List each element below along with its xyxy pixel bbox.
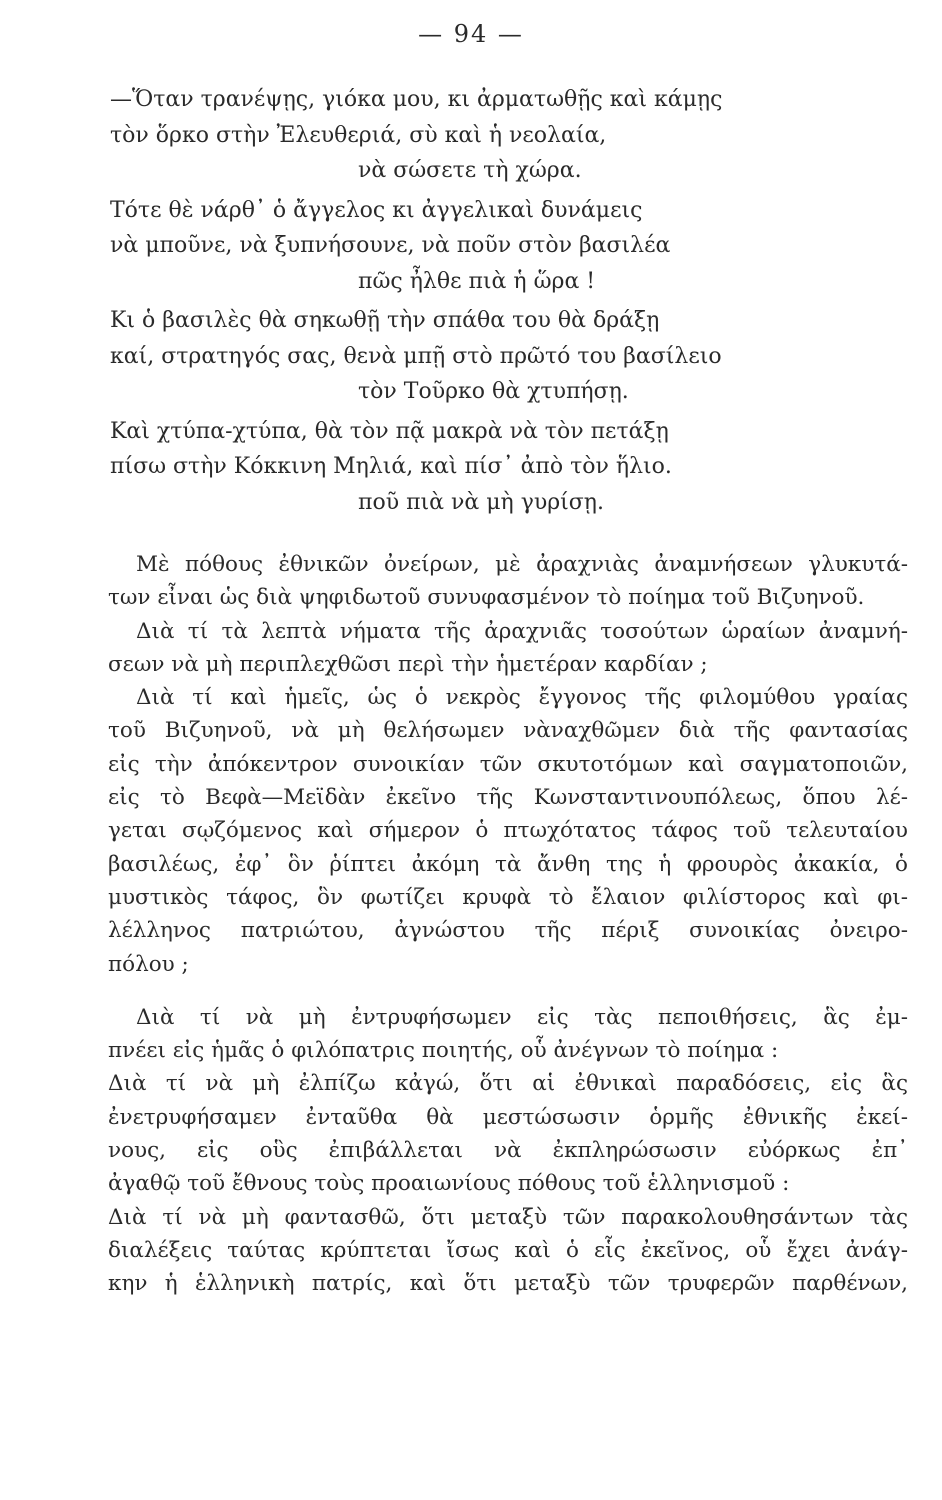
poem-line: νὰ σώσετε τὴ χώρα. [358,158,582,183]
prose-line: πνέει εἰς ἡμᾶς ὁ φιλόπατρις ποιητής, οὗ ἀνέγνων τὸ ποίημα : [108,1038,779,1064]
prose-line: νους, εἰς οὓς ἐπιβάλλεται νὰ ἐκπληρώσωσιν εὐόρκως ἐπ᾽ [108,1138,908,1164]
poem-line: καί, στρατηγός σας, θενὰ μπῇ στὸ πρῶτό του βασίλειο [110,343,722,369]
prose-line: Διὰ τί νὰ μὴ φαντασθῶ, ὅτι μεταξὺ τῶν παρακολουθησάντων τὰς [108,1204,908,1230]
poem-line: πίσω στὴν Κόκκινη Μηλιά, καὶ πίσ᾽ ἀπὸ τὸν ἥλιο. [110,454,672,479]
poem-line: τὸν Τοῦρκο θὰ χτυπήσῃ. [358,379,629,404]
prose-line: τοῦ Βιζυηνοῦ, νὰ μὴ θελήσωμεν νὰναχθῶμεν διὰ τῆς φαντασίας [108,718,908,744]
prose-line: σεων νὰ μὴ περιπλεχθῶσι περὶ τὴν ἡμετέραν καρδίαν ; [108,651,708,677]
poem-line: τὸν ὅρκο στὴν Ἐλευθεριά, σὺ καὶ ἡ νεολαία, [110,122,607,148]
prose-line: κην ἡ ἑλληνικὴ πατρίς, καὶ ὅτι μεταξὺ τῶν τρυφερῶν παρθένων, [108,1271,908,1297]
prose-line: εἰς τὴν ἀπόκεντρον συνοικίαν τῶν σκυτοτόμων καὶ σαγματοποιῶν, [108,751,908,777]
poem-line: —Ὅταν τρανέψῃς, γιόκα μου, κι ἀρματωθῇς καὶ κάμῃς [110,87,723,112]
prose-line: γεται σῳζόμενος καὶ σήμερον ὁ πτωχότατος τάφος τοῦ τελευταίου [108,818,908,844]
prose-line: Μὲ πόθους ἐθνικῶν ὀνείρων, μὲ ἀραχνιὰς ἀναμνήσεων γλυκυτά- [136,552,908,577]
prose-line: Διὰ τί νὰ μὴ ἐλπίζω κἀγώ, ὅτι αἱ ἐθνικαὶ παραδόσεις, εἰς ἃς [108,1071,908,1097]
poem-line: Καὶ χτύπα-χτύπα, θὰ τὸν πᾷ μακρὰ νὰ τὸν πετάξῃ [110,418,669,444]
prose-line: ἐνετρυφήσαμεν ἐνταῦθα θὰ μεστώσωσιν ὁρμῆς ἐθνικῆς ἐκεί- [108,1104,908,1130]
poem-line: Κι ὁ βασιλὲς θὰ σηκωθῇ τὴν σπάθα του θὰ δράξῃ [110,308,660,333]
page-number: — 94 — [418,20,524,48]
poem-line: νὰ μποῦνε, νὰ ξυπνήσουνε, νὰ ποῦν στὸν βασιλέα [110,233,671,258]
prose-line: μυστικὸς τάφος, ὃν φωτίζει κρυφὰ τὸ ἔλαιον φιλίστορος καὶ φι- [108,884,908,910]
prose-line: Διὰ τί νὰ μὴ ἐντρυφήσωμεν εἰς τὰς πεποιθήσεις, ἃς ἐμ- [136,1004,908,1030]
prose-line: εἰς τὸ Βεφὰ—Μεϊδὰν ἐκεῖνο τῆς Κωνσταντινουπόλεως, ὅπου λέ- [108,785,908,811]
prose-line: πόλου ; [108,951,189,977]
prose-line: Διὰ τί τὰ λεπτὰ νήματα τῆς ἀραχνιᾶς τοσούτων ὡραίων ἀναμνή- [136,618,908,644]
poem-line: ποῦ πιὰ νὰ μὴ γυρίσῃ. [358,489,604,515]
poem-line: Τότε θὲ νάρθ᾽ ὁ ἄγγελος κι ἀγγελικαὶ δυνάμεις [110,197,643,223]
poem-line: πῶς ἦλθε πιὰ ἡ ὥρα ! [358,268,596,294]
prose-line: ἀγαθῷ τοῦ ἔθνους τοὺς προαιωνίους πόθους τοῦ ἑλληνισμοῦ : [108,1171,790,1197]
prose-line: λέλληνος πατριώτου, ἀγνώστου τῆς πέριξ συνοικίας ὀνειρο- [108,918,908,944]
prose-line: Διὰ τί καὶ ἡμεῖς, ὡς ὁ νεκρὸς ἔγγονος τῆς φιλομύθου γραίας [136,685,908,711]
prose-line: των εἶναι ὡς διὰ ψηφιδωτοῦ συνυφασμένον τὸ ποίημα τοῦ Βιζυηνοῦ. [108,585,865,611]
poem-block [110,82,870,520]
prose-line: διαλέξεις ταύτας κρύπτεται ἴσως καὶ ὁ εἷς ἐκεῖνος, οὗ ἔχει ἀνάγ- [108,1237,908,1263]
prose-line: βασιλέως, ἐφ᾽ ὃν ῥίπτει ἀκόμη τὰ ἄνθη της ἡ φρουρὸς ἀκακία, ὁ [108,851,908,877]
prose-block [108,548,908,1301]
